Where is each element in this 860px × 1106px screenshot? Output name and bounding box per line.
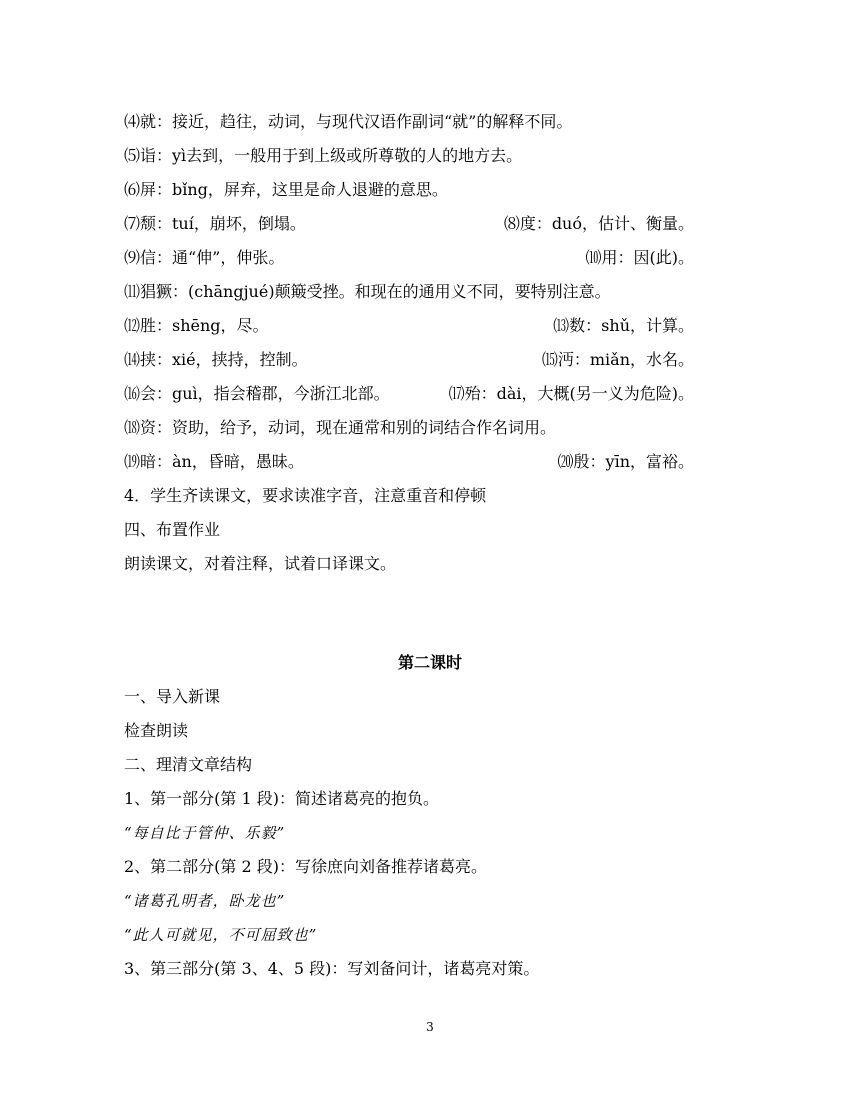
quote-2: “诸葛孔明者，卧龙也” [124, 892, 286, 910]
note-14: ⒁挟：xié，挟持，控制。 [124, 350, 308, 369]
note-11: ⑾猖獗：(chāngjué)颠簸受挫。和现在的通用义不同，要特别注意。 [124, 282, 611, 301]
note-row-14-15 [124, 349, 694, 371]
note-row-7-8 [124, 213, 694, 235]
homework-text: 朗读课文，对着注释，试着口译课文。 [124, 554, 397, 573]
step-4: 4．学生齐读课文，要求读准字音，注意重音和停顿 [124, 486, 487, 505]
section-heading-structure: 二、理清文章结构 [124, 755, 253, 774]
note-10: ⑽用：因(此)。 [585, 248, 694, 267]
note-19: ⒆暗：àn，昏暗，愚昧。 [124, 452, 304, 471]
note-6: ⑹屏：bǐng，屏弃，这里是命人退避的意思。 [124, 180, 448, 199]
note-row-9-10 [124, 247, 694, 269]
note-13: ⒀数：shǔ，计算。 [553, 316, 694, 335]
note-9: ⑼信：通“伸”，伸张。 [124, 248, 285, 267]
note-row-16-17 [124, 383, 694, 405]
note-16: ⒃会：guì，指会稽郡，今浙江北部。 [124, 384, 390, 403]
note-12: ⑿胜：shēng，尽。 [124, 316, 269, 335]
note-row-12-13 [124, 315, 694, 337]
section-heading-intro: 一、导入新课 [124, 687, 221, 706]
note-18: ⒅资：资助，给予，动词，现在通常和别的词结合作名词用。 [124, 418, 557, 437]
section-heading-assign-homework: 四、布置作业 [124, 520, 221, 539]
note-4: ⑷就：接近，趋往，动词，与现代汉语作副词“就”的解释不同。 [124, 112, 573, 131]
intro-text: 检查朗读 [124, 721, 189, 740]
note-15: ⒂沔：miǎn，水名。 [541, 350, 694, 369]
lesson-2-title: 第二课时 [397, 653, 462, 672]
page-number: 3 [426, 1020, 434, 1034]
part-3: 3、第三部分(第 3、4、5 段)：写刘备问计，诸葛亮对策。 [124, 959, 540, 978]
note-8: ⑻度：duó，估计、衡量。 [503, 214, 694, 233]
note-row-19-20 [124, 451, 694, 473]
part-1: 1、第一部分(第 1 段)：简述诸葛亮的抱负。 [124, 789, 440, 808]
part-2: 2、第二部分(第 2 段)：写徐庶向刘备推荐诸葛亮。 [124, 857, 488, 876]
note-5: ⑸诣：yì去到，一般用于到上级或所尊敬的人的地方去。 [124, 146, 523, 165]
note-20: ⒇殷：yīn，富裕。 [557, 452, 694, 471]
quote-1: “每自比于管仲、乐毅” [124, 824, 286, 842]
note-7: ⑺颓：tuí，崩坏，倒塌。 [124, 214, 306, 233]
quote-3: “此人可就见，不可屈致也” [124, 926, 318, 944]
note-17: ⒄殆：dài，大概(另一义为危险)。 [448, 384, 694, 403]
